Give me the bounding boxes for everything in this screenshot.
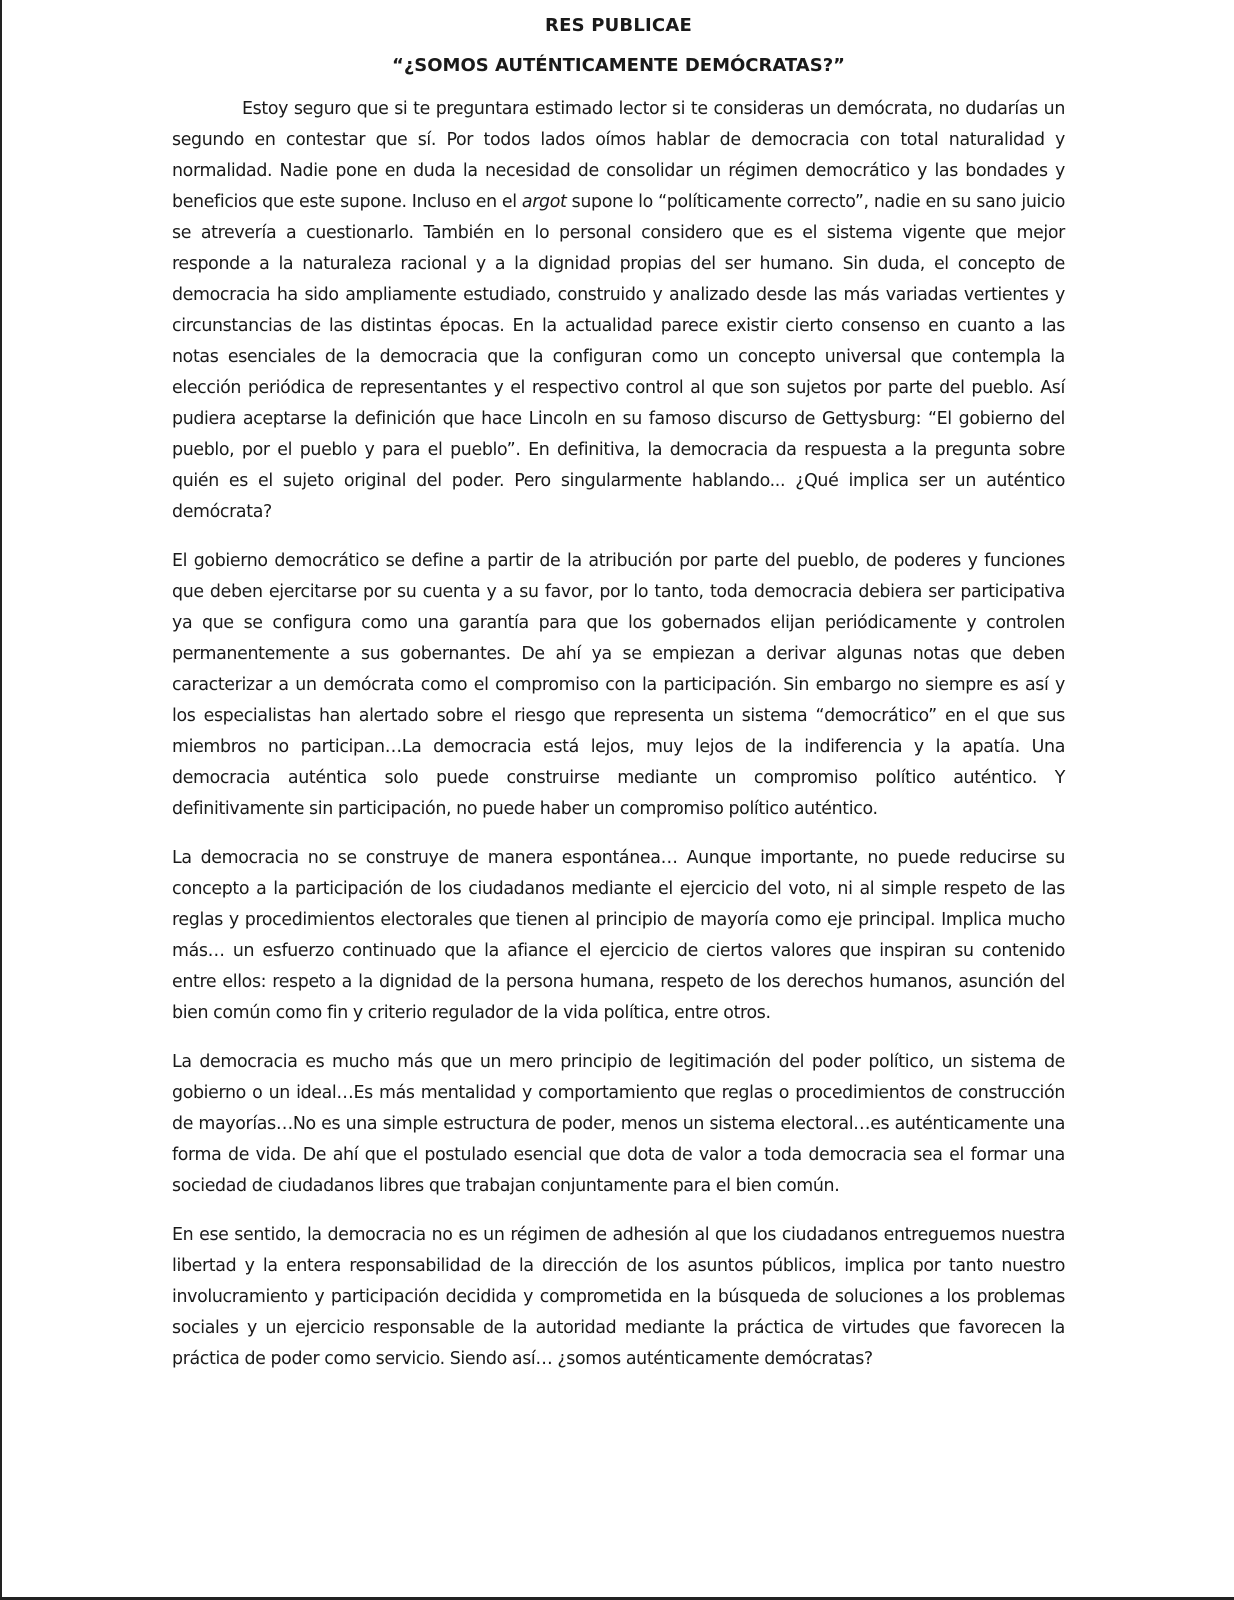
document-body xyxy=(172,14,1065,1375)
column-header: RES PUBLICAE xyxy=(545,15,692,36)
paragraph-4: La democracia es mucho más que un mero principio de legitimación del poder político, un sistema de gobierno o un ideal…Es más mentalidad y comportamiento que reglas o procedimientos de construcción de mayorías…No es una simple estructura de poder, menos un sistema electoral…es auténticamente una forma de vida. De ahí que el postulado esencial que dota de valor a toda democracia sea el formar una sociedad de ciudadanos libres que trabajan conjuntamente para el bien común. xyxy=(172,1052,1065,1196)
paragraph-1: Estoy seguro que si te preguntara estimado lector si te consideras un demócrata, no dudarías un segundo en contestar que sí. Por todos lados oímos hablar de democracia con total naturalidad y normalidad. Nadie pone en duda la necesidad de consolidar un régimen democrático y las bondades y beneficios que este supone. Incluso en el argot supone lo “políticamente correcto”, nadie en su sano juicio se atrevería a cuestionarlo. También en lo personal considero que es el sistema vigente que mejor responde a la naturaleza racional y a la dignidad propias del ser humano. Sin duda, el concepto de democracia ha sido ampliamente estudiado, construido y analizado desde las más variadas vertientes y circunstancias de las distintas épocas. En la actualidad parece existir cierto consenso en cuanto a las notas esenciales de la democracia que la configuran como un concepto universal que contempla la elección periódica de representantes y el respectivo control al que son sujetos por parte del pueblo. Así pudiera aceptarse la definición que hace Lincoln en su famoso discurso de Gettysburg: “El gobierno del pueblo, por el pueblo y para el pueblo”. En definitiva, la democracia da respuesta a la pregunta sobre quién es el sujeto original del poder. Pero singularmente hablando... ¿Qué implica ser un auténtico demócrata? xyxy=(172,99,1065,522)
paragraph-2: El gobierno democrático se define a partir de la atribución por parte del pueblo, de poderes y funciones que deben ejercitarse por su cuenta y a su favor, por lo tanto, toda democracia debiera ser participativa ya que se configura como una garantía para que los gobernados elijan periódicamente y controlen permanentemente a sus gobernantes. De ahí ya se empiezan a derivar algunas notas que deben caracterizar a un demócrata como el compromiso con la participación. Sin embargo no siempre es así y los especialistas han alertado sobre el riesgo que representa un sistema “democrático” en el que sus miembros no participan…La democracia está lejos, muy lejos de la indiferencia y la apatía. Una democracia auténtica solo puede construirse mediante un compromiso político auténtico. Y definitivamente sin participación, no puede haber un compromiso político auténtico. xyxy=(172,551,1065,819)
paragraph-5: En ese sentido, la democracia no es un régimen de adhesión al que los ciudadanos entreguemos nuestra libertad y la entera responsabilidad de la dirección de los asuntos públicos, implica por tanto nuestro involucramiento y participación decidida y comprometida en la búsqueda de soluciones a los problemas sociales y un ejercicio responsable de la autoridad mediante la práctica de virtudes que favorecen la práctica de poder como servicio. Siendo así… ¿somos auténticamente demócratas? xyxy=(172,1225,1065,1369)
article-title: “¿SOMOS AUTÉNTICAMENTE DEMÓCRATAS?” xyxy=(392,55,845,76)
paragraph-3: La democracia no se construye de manera espontánea… Aunque importante, no puede reducirse su concepto a la participación de los ciudadanos mediante el ejercicio del voto, ni al simple respeto de las reglas y procedimientos electorales que tienen al principio de mayoría como eje principal. Implica mucho más… un esfuerzo continuado que la afiance el ejercicio de ciertos valores que inspiran su contenido entre ellos: respeto a la dignidad de la persona humana, respeto de los derechos humanos, asunción del bien común como fin y criterio regulador de la vida política, entre otros. xyxy=(172,848,1065,1023)
italic-term: argot xyxy=(521,192,567,212)
